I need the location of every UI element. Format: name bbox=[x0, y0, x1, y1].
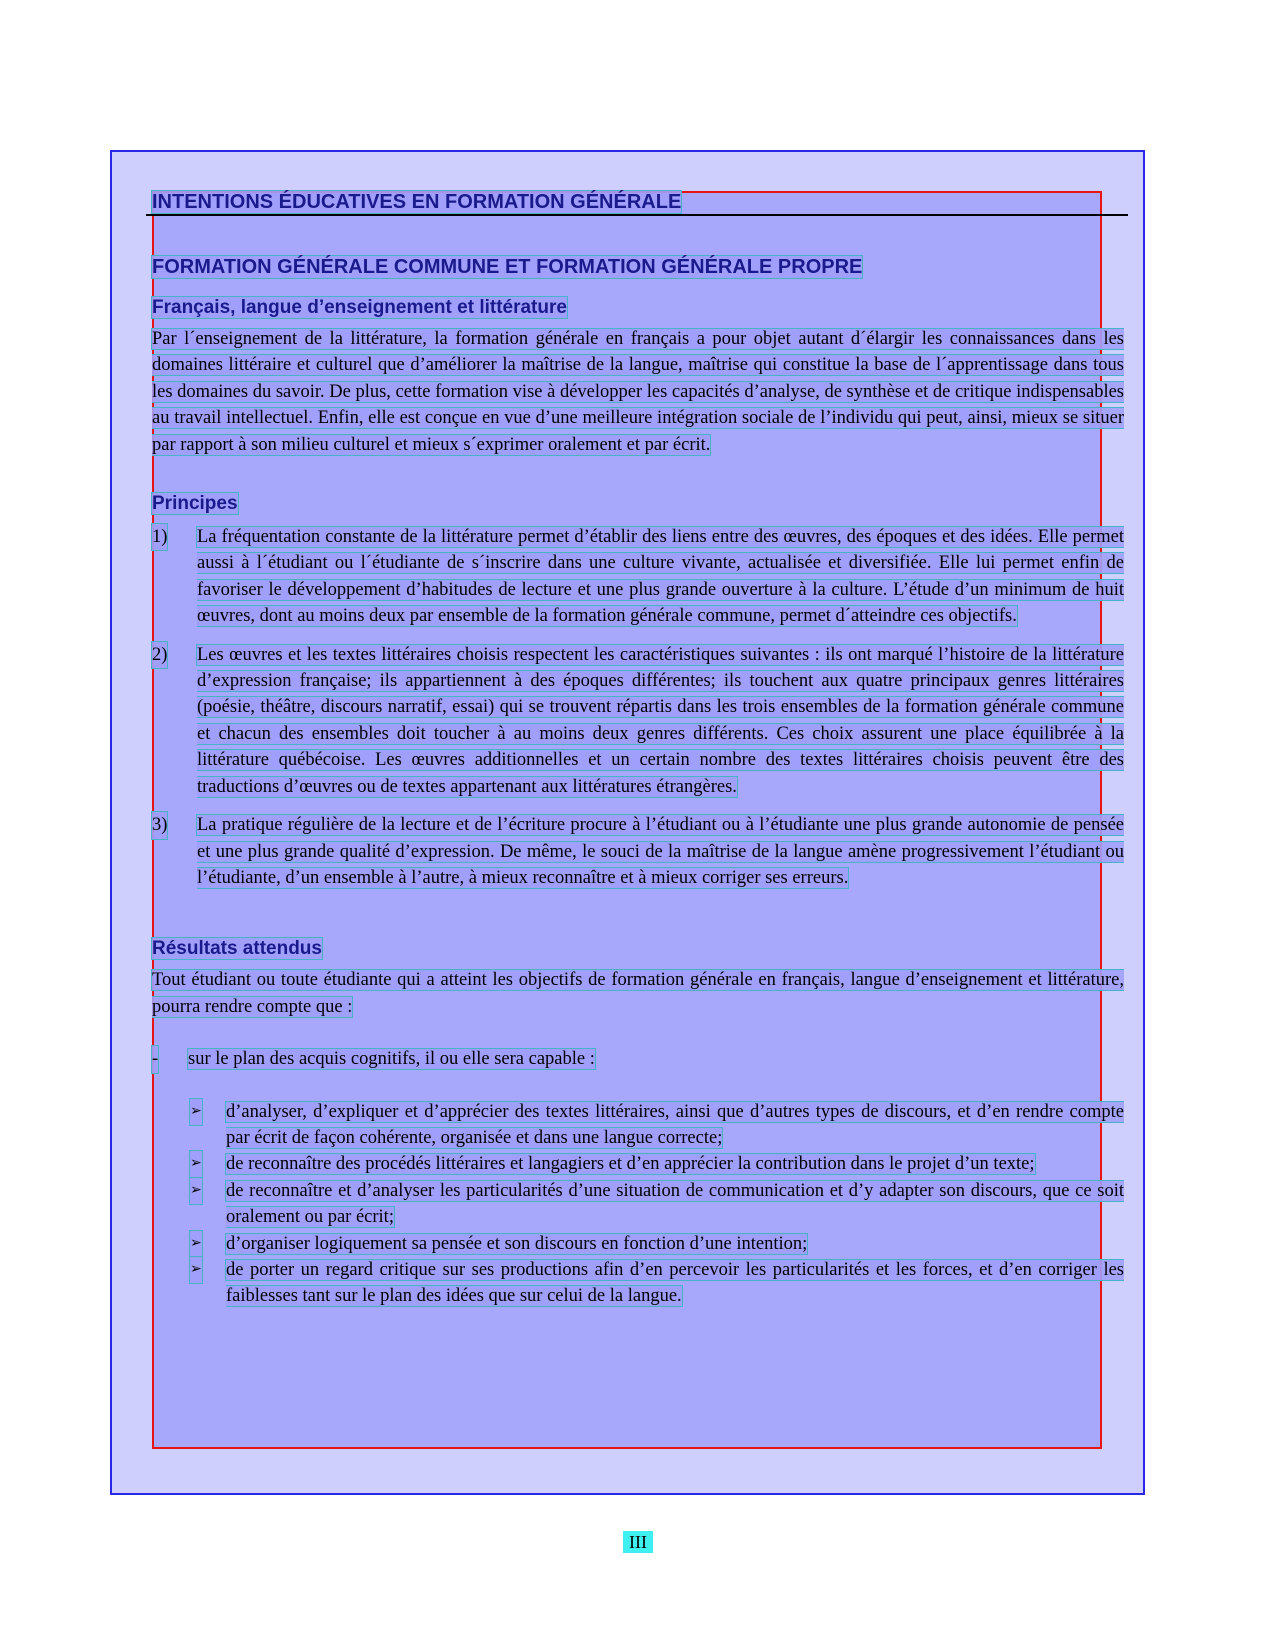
results-intro: Tout étudiant ou toute étudiante qui a atteint les objectifs de formation générale en français, langue d’enseignement et littérature, pourra rendre compte que : bbox=[152, 970, 1124, 1017]
principle-number: 2) bbox=[152, 642, 167, 668]
dash-marker: - bbox=[152, 1046, 158, 1072]
page-number: III bbox=[623, 1531, 653, 1553]
results-bullet-list bbox=[152, 1099, 1124, 1310]
arrow-bullet-icon: ➢ bbox=[190, 1178, 202, 1204]
section-heading: FORMATION GÉNÉRALE COMMUNE ET FORMATION GÉNÉRALE PROPRE bbox=[152, 256, 863, 278]
principles-list bbox=[152, 524, 1124, 891]
document-title: INTENTIONS ÉDUCATIVES EN FORMATION GÉNÉRALE bbox=[152, 191, 682, 213]
results-heading: Résultats attendus bbox=[152, 938, 322, 960]
results-section bbox=[152, 935, 1124, 1309]
arrow-bullet-icon: ➢ bbox=[190, 1257, 202, 1283]
list-item: ➢ d’organiser logiquement sa pensée et son discours en fonction d’une intention; bbox=[152, 1231, 1124, 1257]
list-item: ➢ de reconnaître des procédés littéraires et langagiers et d’en apprécier la contribution dans le projet d’un texte; bbox=[152, 1151, 1124, 1177]
arrow-bullet-icon: ➢ bbox=[190, 1099, 202, 1125]
intro-paragraph: Par l´enseignement de la littérature, la formation générale en français a pour objet autant d´élargir les connaissances dans les domaines littéraire et culturel que d’améliorer la maîtrise de la langue, maîtrise qui constitue la base de l´apprentissage dans tous les domaines du savoir. De plus, cette formation vise à développer les capacités d’analyse, de synthèse et de critique indispensables au travail intellectuel. Enfin, elle est conçue en vue d’une meilleure intégration sociale de l’individu qui peut, ainsi, mieux se situer par rapport à son milieu culturel et mieux s´exprimer oralement et par écrit. bbox=[152, 329, 1124, 455]
subject-heading: Français, langue d’enseignement et littérature bbox=[152, 297, 567, 318]
list-item: ➢ de porter un regard critique sur ses productions afin d’en percevoir les particularités et les forces, et d’en corriger les faiblesses tant sur le plan des idées que sur celui de la langue. bbox=[152, 1257, 1124, 1310]
cognitive-lead-line: - sur le plan des acquis cognitifs, il ou elle sera capable : bbox=[152, 1046, 1124, 1072]
principle-item bbox=[152, 642, 1124, 800]
principle-number: 1) bbox=[152, 524, 167, 550]
principle-text: La fréquentation constante de la littérature permet d’établir des liens entre des œuvres, des époques et des idées. Elle permet aussi à l´étudiant ou l´étudiante de s´inscrire dans une culture vivante, actualisée et diversifiée. Elle lui permet enfin de favoriser le développement d’habitudes de lecture et une plus grande ouverture à la culture. L’étude d’un minimum de huit œuvres, dont au moins deux par ensemble de la formation générale commune, permet d´atteindre ces objectifs. bbox=[197, 527, 1124, 627]
principle-item bbox=[152, 812, 1124, 891]
arrow-bullet-icon: ➢ bbox=[190, 1151, 202, 1177]
principle-item bbox=[152, 524, 1124, 630]
list-item: ➢ de reconnaître et d’analyser les particularités d’une situation de communication et d’y adapter son discours, que ce soit oralement ou par écrit; bbox=[152, 1178, 1124, 1231]
document-content bbox=[152, 188, 1124, 1310]
principle-number: 3) bbox=[152, 812, 167, 838]
principle-text: La pratique régulière de la lecture et de l’écriture procure à l’étudiant ou à l’étudiante une plus grande autonomie de pensée et une plus grande qualité d’expression. De même, le souci de la maîtrise de la langue amène progressivement l’étudiant ou l’étudiante, d’un ensemble à l’autre, à mieux reconnaître et à mieux corriger ses erreurs. bbox=[197, 815, 1124, 888]
principle-text: Les œuvres et les textes littéraires choisis respectent les caractéristiques suivantes : ils ont marqué l’histoire de la littérature d’expression française; ils appartiennent à des époques différentes; ils touchent aux quatre principaux genres littéraires (poésie, théâtre, discours narratif, essai) qui se trouvent répartis dans les trois ensembles de la formation générale commune et chacun des ensembles doit toucher à au moins deux genres différents. Ces choix assurent une place équilibrée à la littérature québécoise. Les œuvres additionnelles et un certain nombre des textes littéraires choisis peuvent être des traductions d’œuvres ou de textes appartenant aux littératures étrangères. bbox=[197, 644, 1124, 797]
arrow-bullet-icon: ➢ bbox=[190, 1231, 202, 1257]
principles-section bbox=[152, 490, 1124, 891]
principles-heading: Principes bbox=[152, 493, 238, 515]
list-item: ➢ d’analyser, d’expliquer et d’apprécier des textes littéraires, ainsi que d’autres types de discours, et d’en rendre compte par écrit de façon cohérente, organisée et dans une langue correcte; bbox=[152, 1099, 1124, 1152]
